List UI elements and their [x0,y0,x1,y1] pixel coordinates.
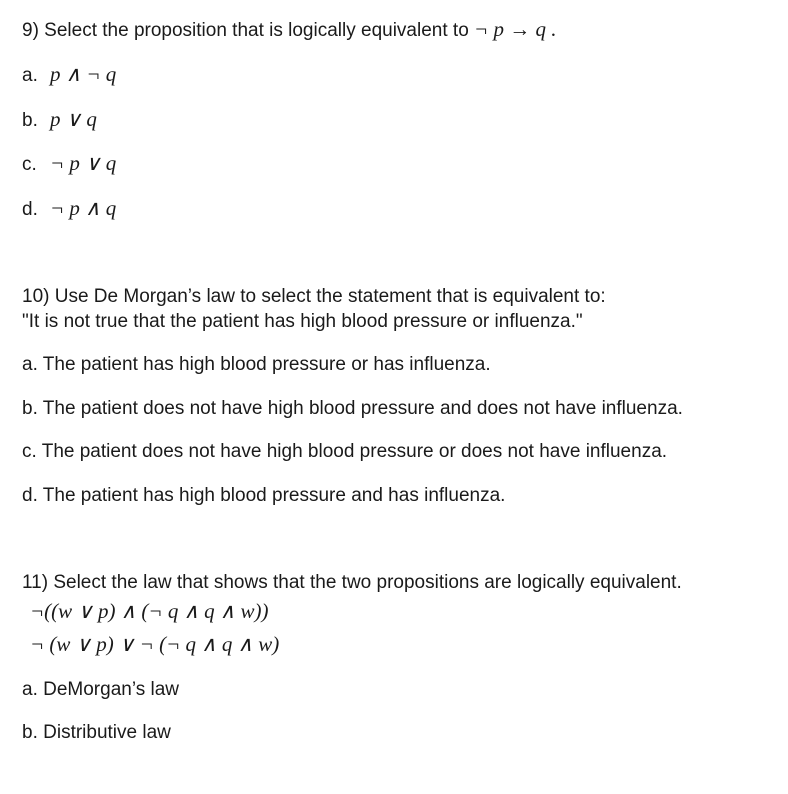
question-10-option-b[interactable]: b. The patient does not have high blood pressure and does not have influenza. [22,398,683,419]
option-label: c. [22,154,37,175]
question-10-prompt-line2: "It is not true that the patient has high blood pressure or influenza." [22,311,583,332]
question-9-prompt [22,17,556,43]
question-11-option-b[interactable]: b. Distributive law [22,722,171,743]
question-10-option-d[interactable]: d. The patient has high blood pressure and has influenza. [22,485,506,506]
question-9-option-d[interactable] [22,196,116,222]
question-10-option-c[interactable]: c. The patient does not have high blood pressure or does not have influenza. [22,441,668,462]
question-9-option-b[interactable] [22,107,97,133]
option-label: d. [22,199,38,220]
question-9-option-a[interactable] [22,62,116,88]
question-11-prompt: 11) Select the law that shows that the two propositions are logically equivalent. [22,572,682,593]
question-11-option-a[interactable]: a. DeMorgan’s law [22,679,180,700]
option-expression: p ∧ ¬ q [50,62,117,86]
question-9-expression: ¬ p → q . [474,17,557,41]
option-expression: ¬ p ∧ q [50,196,117,220]
question-10-option-a[interactable]: a. The patient has high blood pressure or has influenza. [22,354,491,375]
option-expression: p ∨ q [50,107,97,131]
question-11-expression-2: ¬ (w ∨ p) ∨ ¬ (¬ q ∧ q ∧ w) [30,632,280,656]
question-10-prompt-line1: 10) Use De Morgan’s law to select the statement that is equivalent to: [22,286,606,307]
option-label: b. [22,110,38,131]
option-label: a. [22,65,38,86]
option-expression: ¬ p ∨ q [50,151,117,175]
question-9-option-c[interactable] [22,151,116,177]
question-9-text: 9) Select the proposition that is logically equivalent to [22,20,469,41]
question-11-expression-1: ¬((w ∨ p) ∧ (¬ q ∧ q ∧ w)) [30,599,269,623]
